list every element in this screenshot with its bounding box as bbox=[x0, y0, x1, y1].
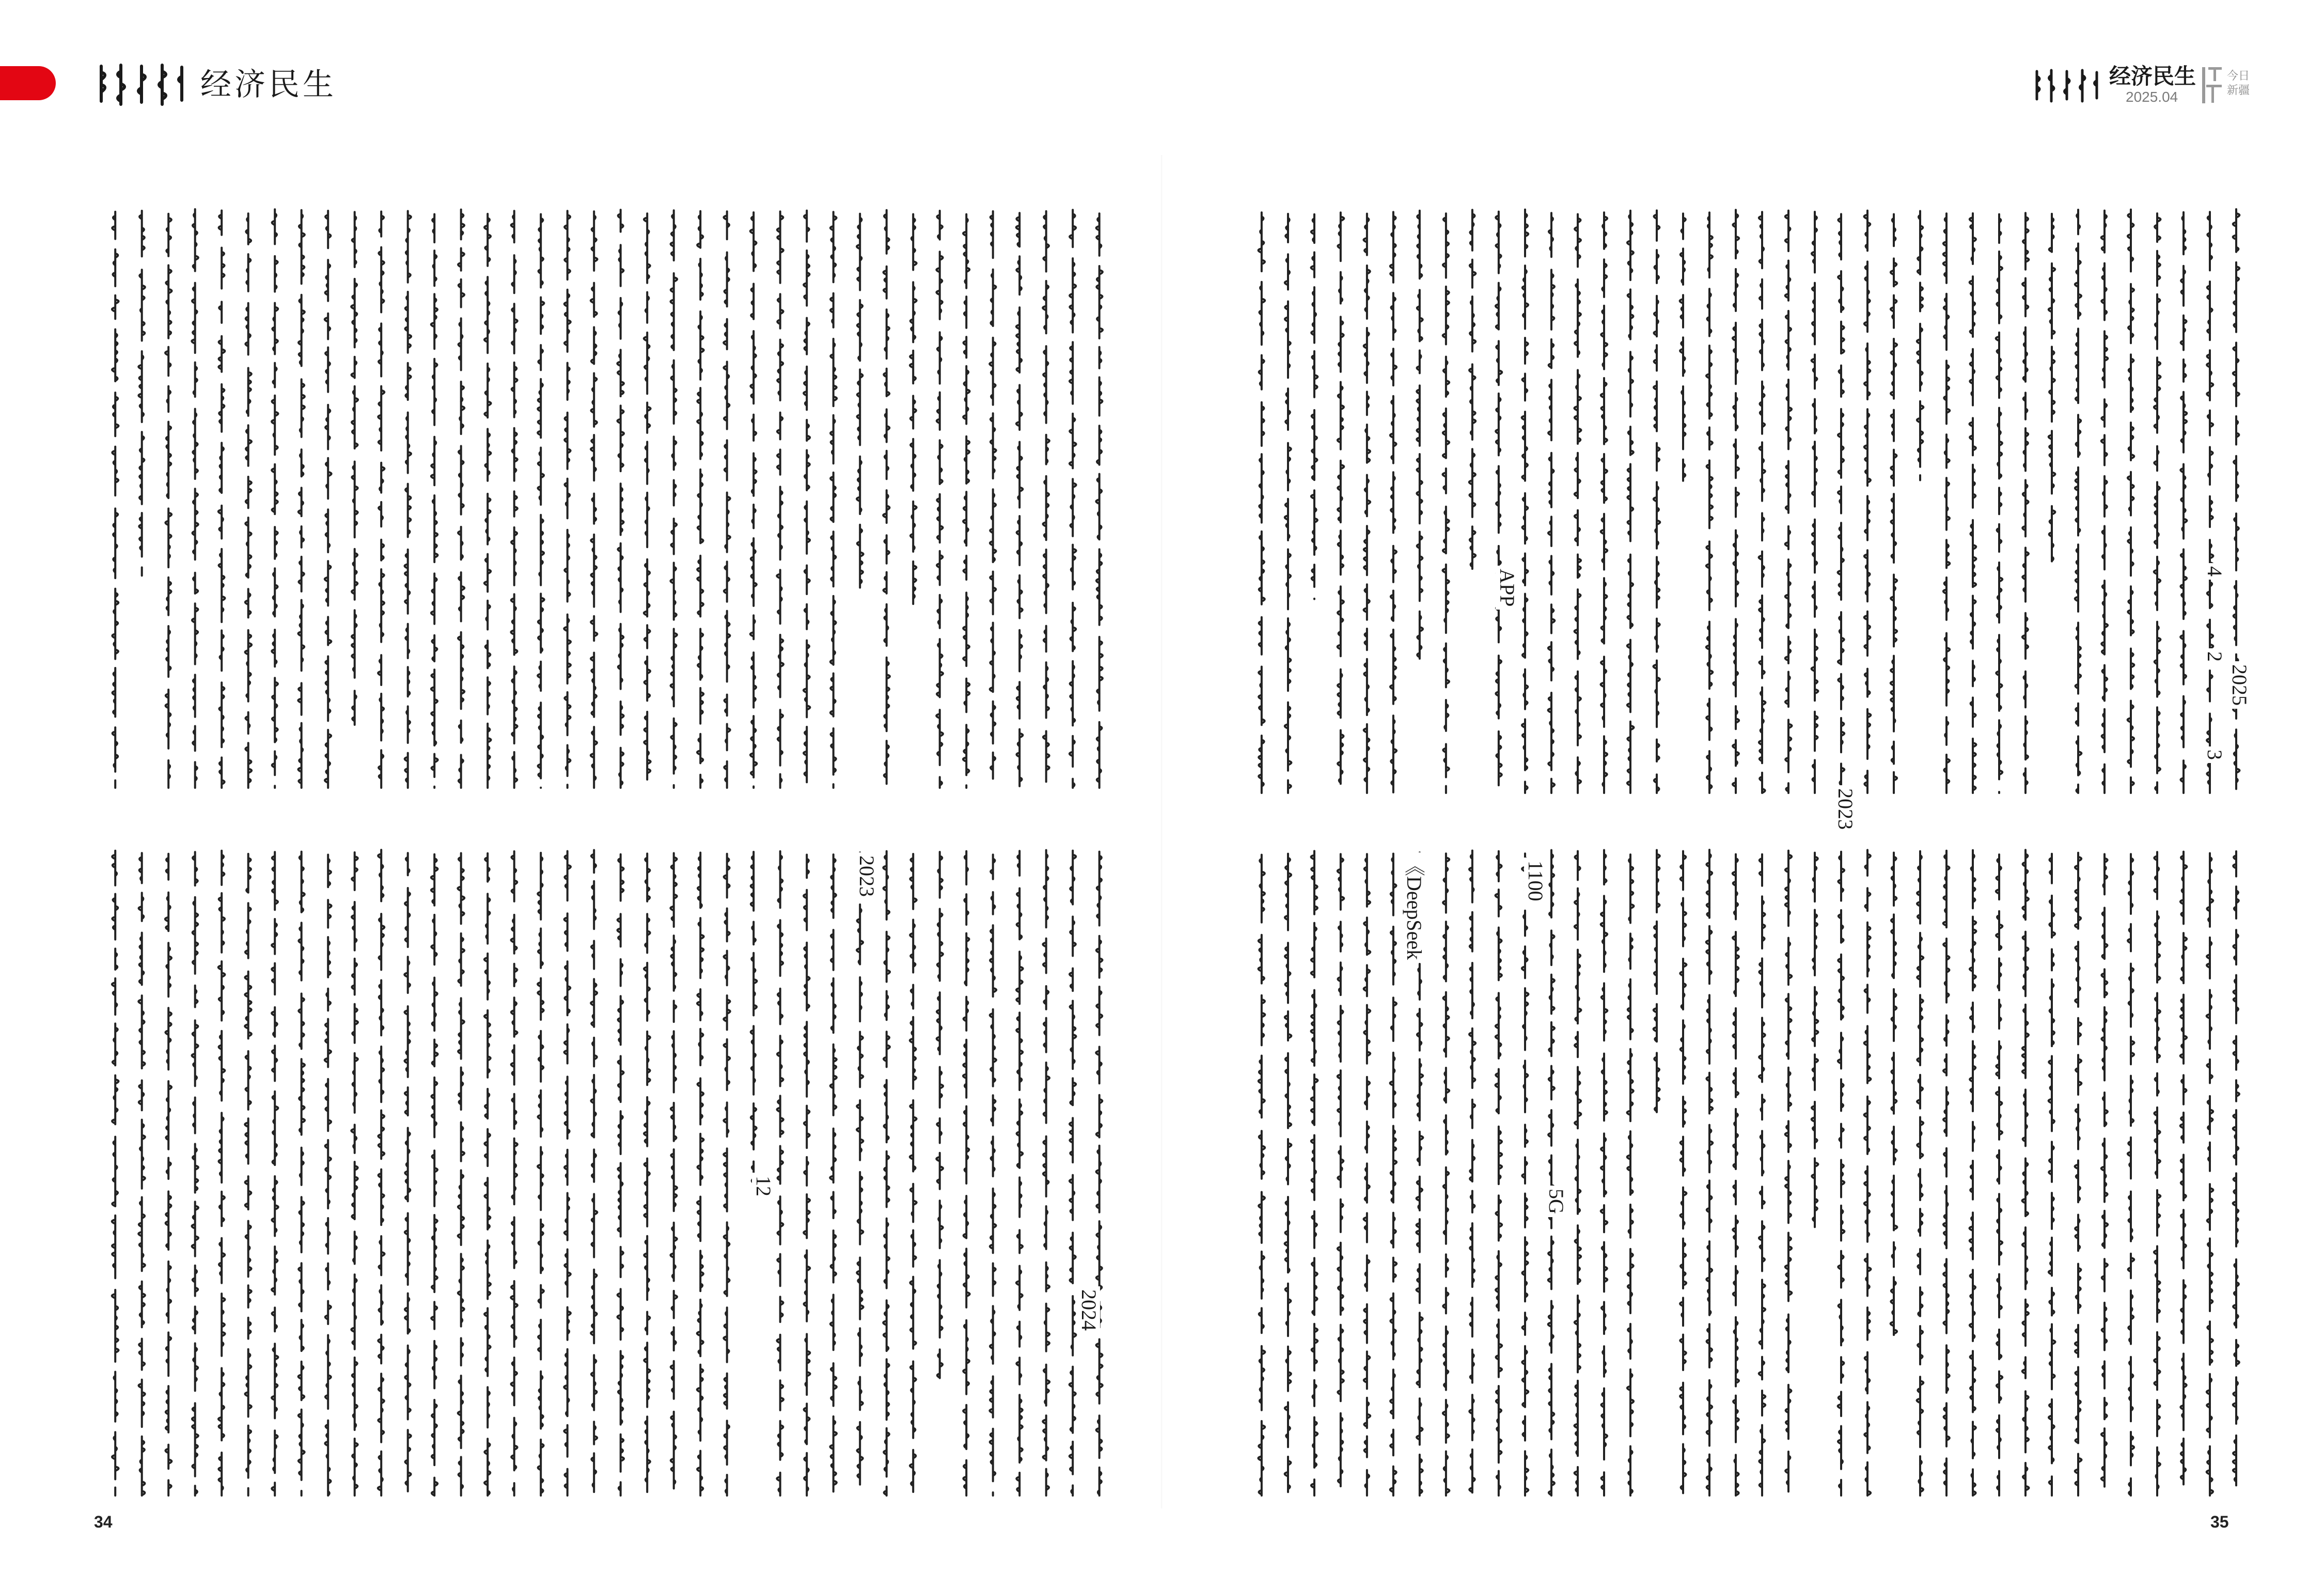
issue-date: 2025.04 bbox=[2126, 89, 2178, 105]
left-page-lower-columns bbox=[103, 845, 1116, 1501]
left-page-upper-text-block bbox=[103, 204, 1116, 793]
right-page-upper-columns bbox=[1250, 204, 2252, 798]
inline-number-12: 12 bbox=[752, 1173, 775, 1200]
right-page-lower-text-block bbox=[1250, 845, 2252, 1501]
inline-number-2: 2 bbox=[2203, 648, 2226, 665]
inline-year-2023-left: 2023 bbox=[855, 852, 878, 900]
inline-number-3: 3 bbox=[2203, 746, 2226, 763]
inline-5g: 5G bbox=[1545, 1186, 1567, 1217]
inline-year-2023-right: 2023 bbox=[1834, 785, 1857, 833]
left-page-lower-text-block bbox=[103, 845, 1116, 1501]
section-title-left: 经济民生 bbox=[200, 67, 337, 103]
page-number-right: 35 bbox=[2210, 1513, 2229, 1531]
section-title-right: 经济民生 bbox=[2109, 64, 2196, 89]
inline-year-2025: 2025 bbox=[2228, 661, 2251, 709]
mongolian-section-title-right bbox=[2031, 67, 2103, 103]
page-gutter bbox=[1161, 155, 1163, 1508]
inline-1100: 1100 bbox=[1524, 858, 1547, 905]
inline-year-2024: 2024 bbox=[1077, 1286, 1100, 1334]
left-page-upper-columns bbox=[103, 204, 1116, 793]
right-page-lower-columns bbox=[1250, 845, 2252, 1501]
inline-app: APP bbox=[1496, 566, 1518, 610]
page-number-left: 34 bbox=[94, 1513, 113, 1531]
magazine-name: 今日新疆 bbox=[2227, 70, 2250, 97]
right-page-upper-text-block bbox=[1250, 204, 2252, 798]
inline-deepseek: 《DeepSeek bbox=[1403, 852, 1425, 963]
inline-number-4: 4 bbox=[2203, 563, 2226, 580]
section-color-tab bbox=[0, 66, 56, 100]
mongolian-section-title-left bbox=[94, 61, 192, 107]
